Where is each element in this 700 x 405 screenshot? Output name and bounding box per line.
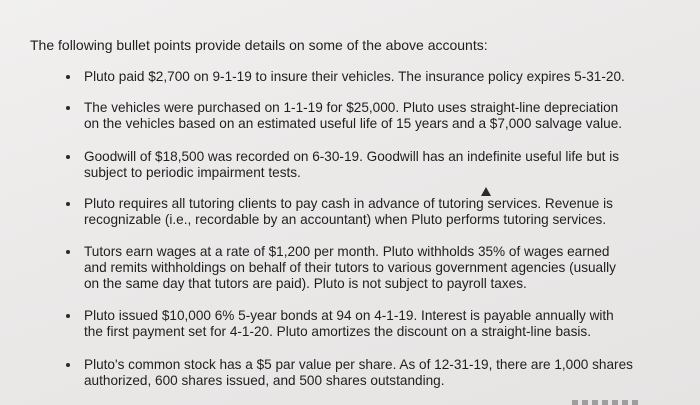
- bullet-dot: [66, 250, 70, 254]
- bullet-dot: [66, 314, 70, 318]
- cut-off-text-fragment: [572, 400, 642, 405]
- bullet-dot: [66, 75, 70, 79]
- bullet-line: on the vehicles based on an estimated useful life of 15 years and a $7,000 salvage value.: [84, 116, 623, 131]
- bullet-line: Tutors earn wages at a rate of $1,200 per month. Pluto withholds 35% of wages earned: [84, 244, 610, 259]
- bullet-line: and remits withholdings on behalf of their tutors to various government agencies (usually: [84, 260, 616, 275]
- bullet-line: Pluto issued $10,000 6% 5-year bonds at 94 on 4-1-19. Interest is payable annually with: [84, 308, 614, 323]
- intro-text: The following bullet points provide details on some of the above accounts:: [30, 37, 488, 53]
- bullet-line: on the same day that tutors are paid). Pluto is not subject to payroll taxes.: [84, 276, 527, 291]
- bullet-line: Pluto's common stock has a $5 par value per share. As of 12-31-19, there are 1,000 shares: [84, 357, 633, 372]
- bullet-dot: [66, 363, 70, 367]
- bullet-dot: [66, 202, 70, 206]
- bullet-line: The vehicles were purchased on 1-1-19 for $25,000. Pluto uses straight-line depreciation: [84, 100, 619, 115]
- bullet-line: Pluto paid $2,700 on 9-1-19 to insure their vehicles. The insurance policy expires 5-31-20.: [84, 69, 625, 84]
- bullet-line: subject to periodic impairment tests.: [84, 165, 301, 180]
- bullet-dot: [66, 155, 70, 159]
- bullet-line: Goodwill of $18,500 was recorded on 6-30-19. Goodwill has an indefinite useful life but is: [84, 149, 620, 164]
- bullet-line: recognizable (i.e., recordable by an accountant) when Pluto performs tutoring services.: [84, 212, 607, 227]
- mouse-cursor-icon: [481, 187, 491, 196]
- bullet-line: authorized, 600 shares issued, and 500 shares outstanding.: [84, 373, 445, 388]
- bullet-line: the first payment set for 4-1-20. Pluto amortizes the discount on a straight-line basis.: [84, 324, 591, 339]
- bullet-dot: [66, 106, 70, 110]
- bullet-line: Pluto requires all tutoring clients to pay cash in advance of tutoring services. Revenue is: [84, 196, 613, 211]
